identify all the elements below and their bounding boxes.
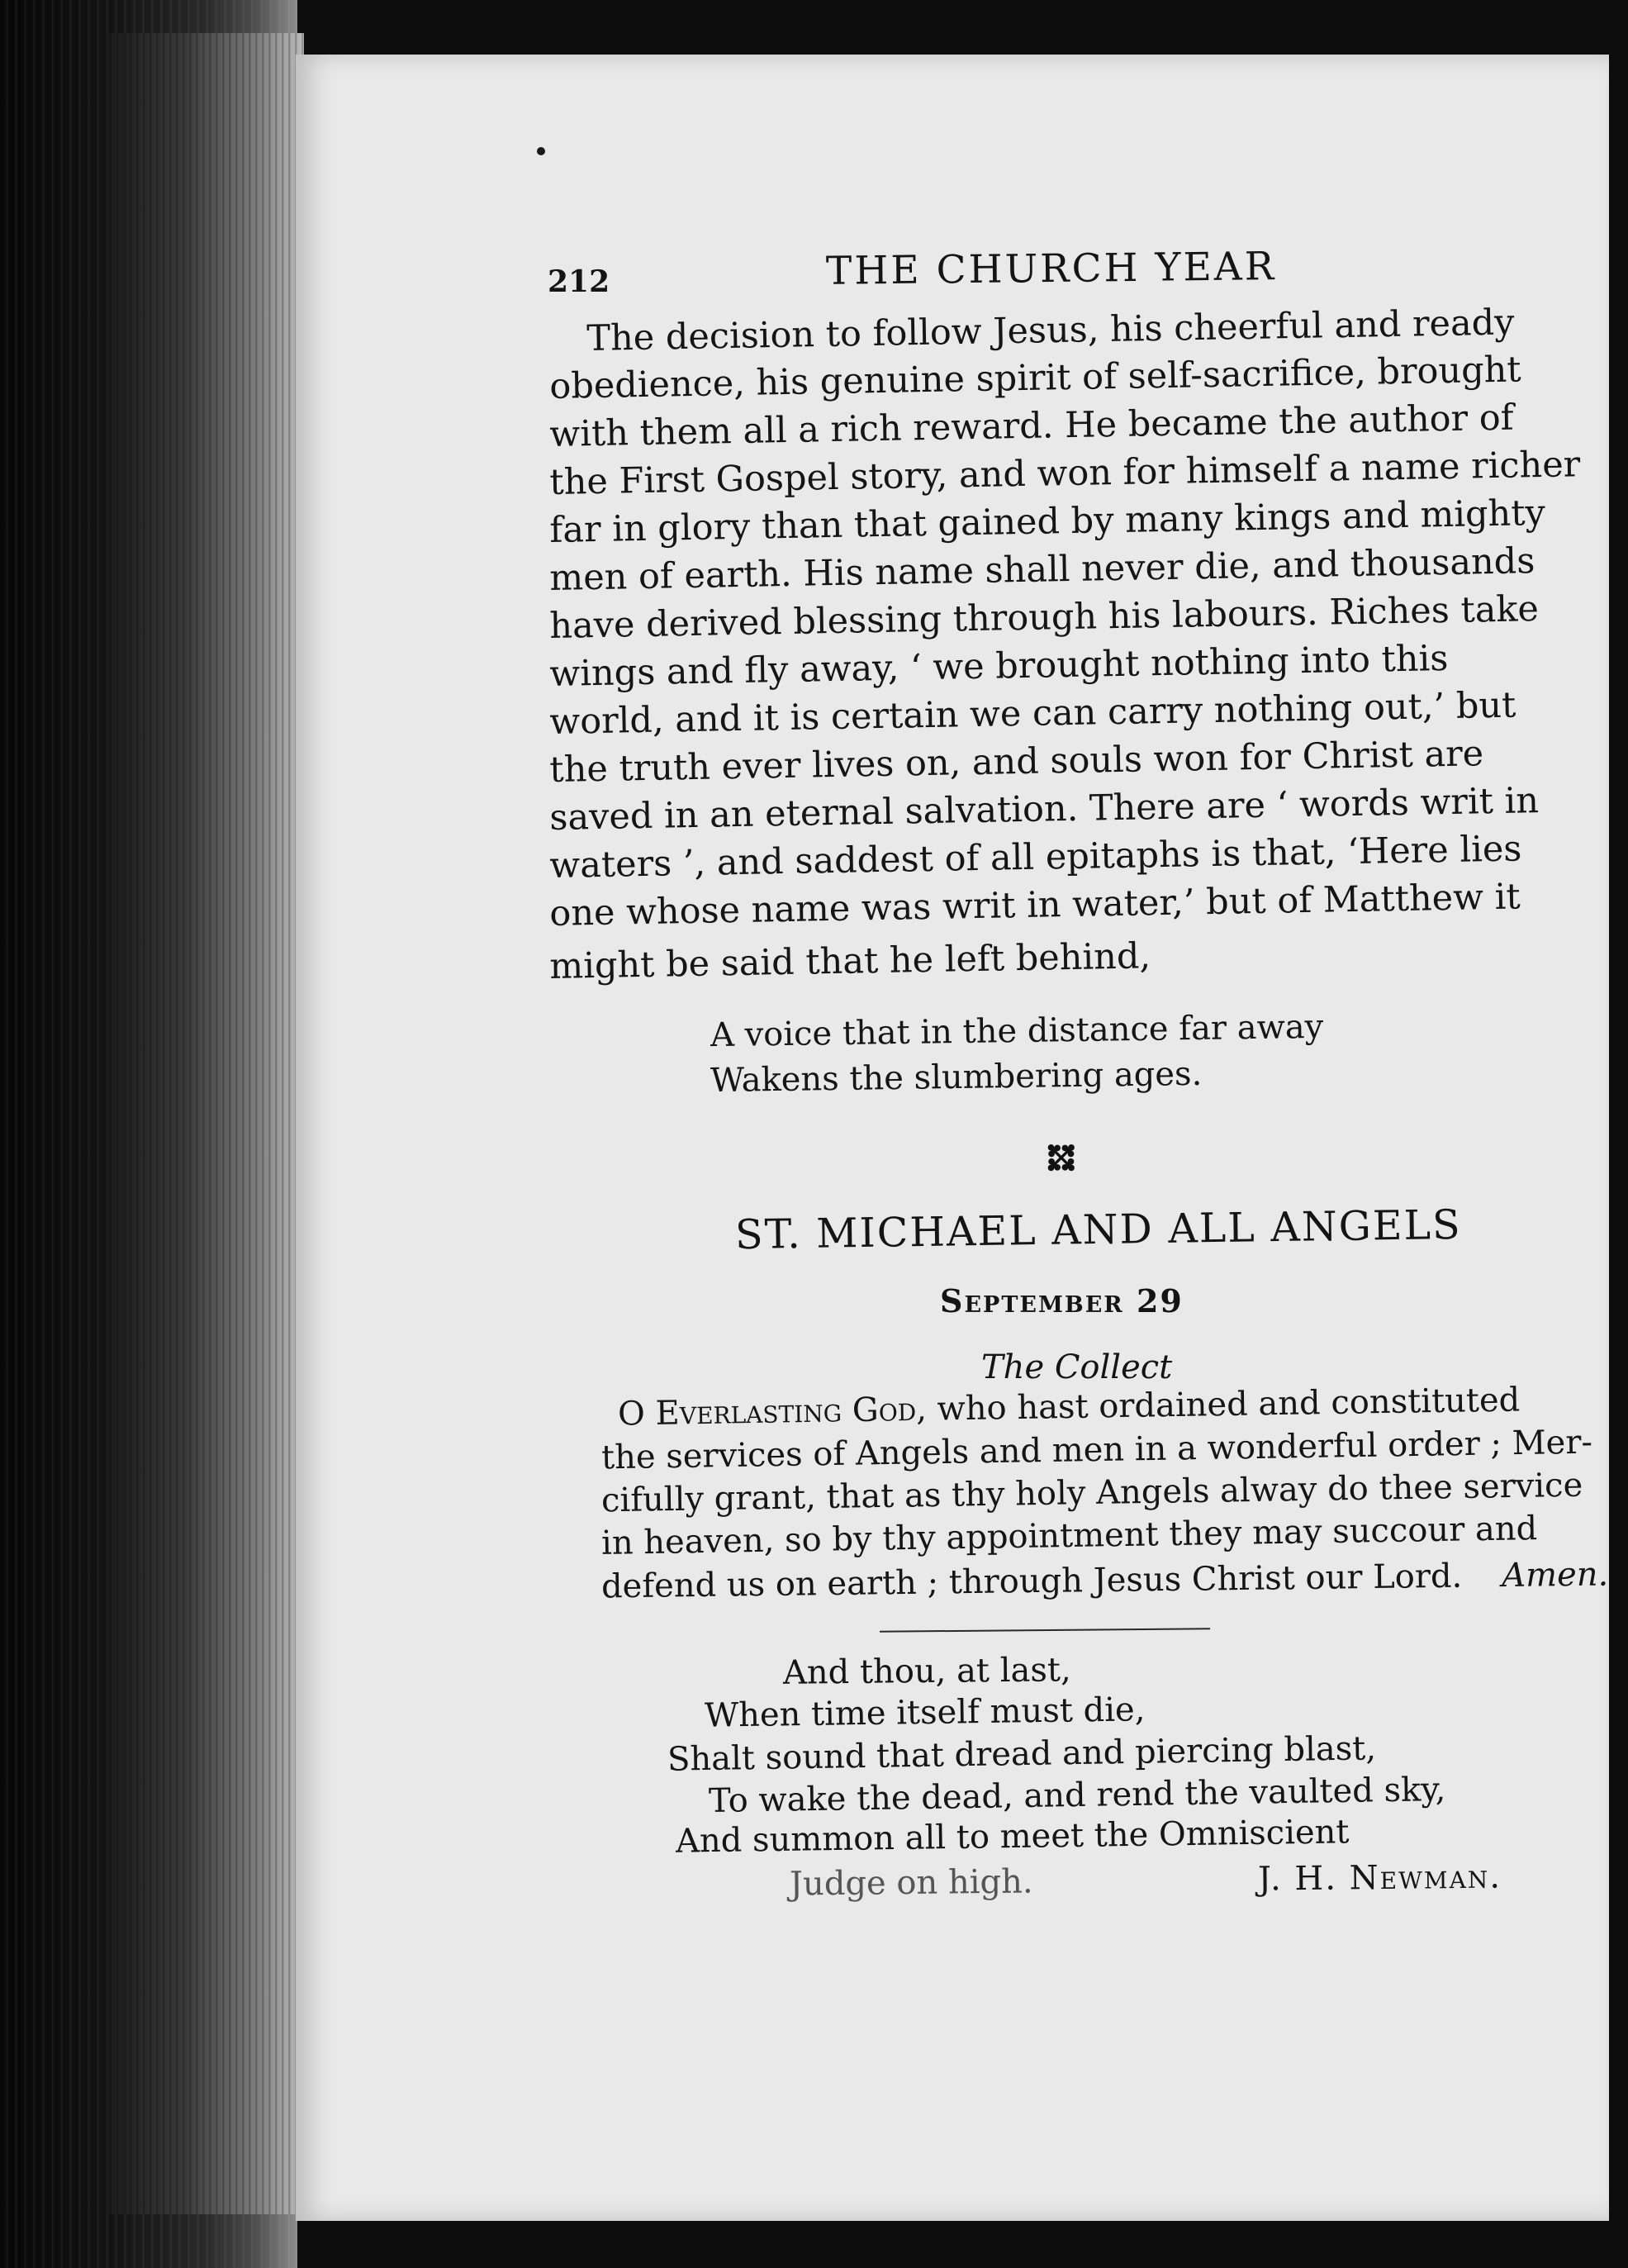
book-page-edges — [106, 33, 304, 2214]
collect-heading: The Collect — [981, 1348, 1173, 1386]
page-number: 212 — [548, 264, 610, 299]
verse-line: A voice that in the distance far away — [710, 1007, 1324, 1055]
poem-line: And summon all to meet the Omniscient — [675, 1813, 1350, 1861]
poem-line: When time itself must die, — [704, 1690, 1146, 1735]
section-title: ST. MICHAEL AND ALL ANGELS — [734, 1201, 1463, 1259]
collect-line: in heaven, so by thy appointment they may succour and — [600, 1510, 1538, 1562]
collect-line: cifully grant, that as thy holy Angels alway do thee service — [600, 1466, 1583, 1520]
ink-speck — [537, 147, 545, 155]
poem-line: Judge on high. — [789, 1862, 1033, 1904]
prose-line: wings and fly away, ‘ we brought nothing into this — [549, 638, 1449, 695]
prose-line: world, and it is certain we can carry nothing out,’ but — [549, 684, 1516, 743]
running-title: THE CHURCH YEAR — [825, 244, 1277, 294]
collect-line-rest: who hast ordained and constituted — [926, 1381, 1521, 1429]
section-ornament: ✥ — [1027, 1125, 1094, 1192]
prose-line: the truth ever lives on, and souls won for Christ are — [549, 733, 1484, 791]
prose-line: with them all a rich reward. He became the author of — [549, 397, 1515, 455]
prose-line: The decision to follow Jesus, his cheerful and ready — [586, 302, 1515, 359]
prose-line: men of earth. His name shall never die, and thousands — [549, 540, 1535, 599]
poem-author: J. H. Newman. — [1257, 1857, 1502, 1899]
prose-line: obedience, his genuine spirit of self-sacrifice, brought — [549, 349, 1522, 407]
prose-line: saved in an eternal salvation. There are ‘ words writ in — [549, 780, 1540, 839]
poem-line: And thou, at last, — [782, 1651, 1071, 1692]
prose-line: waters ’, and saddest of all epitaphs is that, ‘Here lies — [549, 828, 1522, 887]
prose-line: far in glory than that gained by many kings and mighty — [549, 492, 1546, 551]
collect-opening: O Everlasting God, — [617, 1390, 928, 1434]
collect-amen: Amen. — [1501, 1555, 1609, 1595]
poem-line: Shalt sound that dread and piercing blast, — [667, 1729, 1377, 1779]
prose-line: might be said that he left behind, — [549, 935, 1151, 987]
section-date: September 29 — [940, 1282, 1184, 1319]
prose-line: one whose name was writ in water,’ but of Matthew it — [549, 876, 1521, 934]
verse-line: Wakens the slumbering ages. — [710, 1054, 1203, 1101]
prose-line: the First Gospel story, and won for himself a name richer — [549, 444, 1581, 503]
prose-line: have derived blessing through his labours. Riches take — [549, 588, 1540, 647]
collect-line: the services of Angels and men in a wonderful order ; Mer- — [600, 1423, 1593, 1477]
poem-line: To wake the dead, and rend the vaulted sky, — [708, 1770, 1446, 1821]
collect-line-text: defend us on earth ; through Jesus Christ our Lord. — [600, 1557, 1463, 1606]
